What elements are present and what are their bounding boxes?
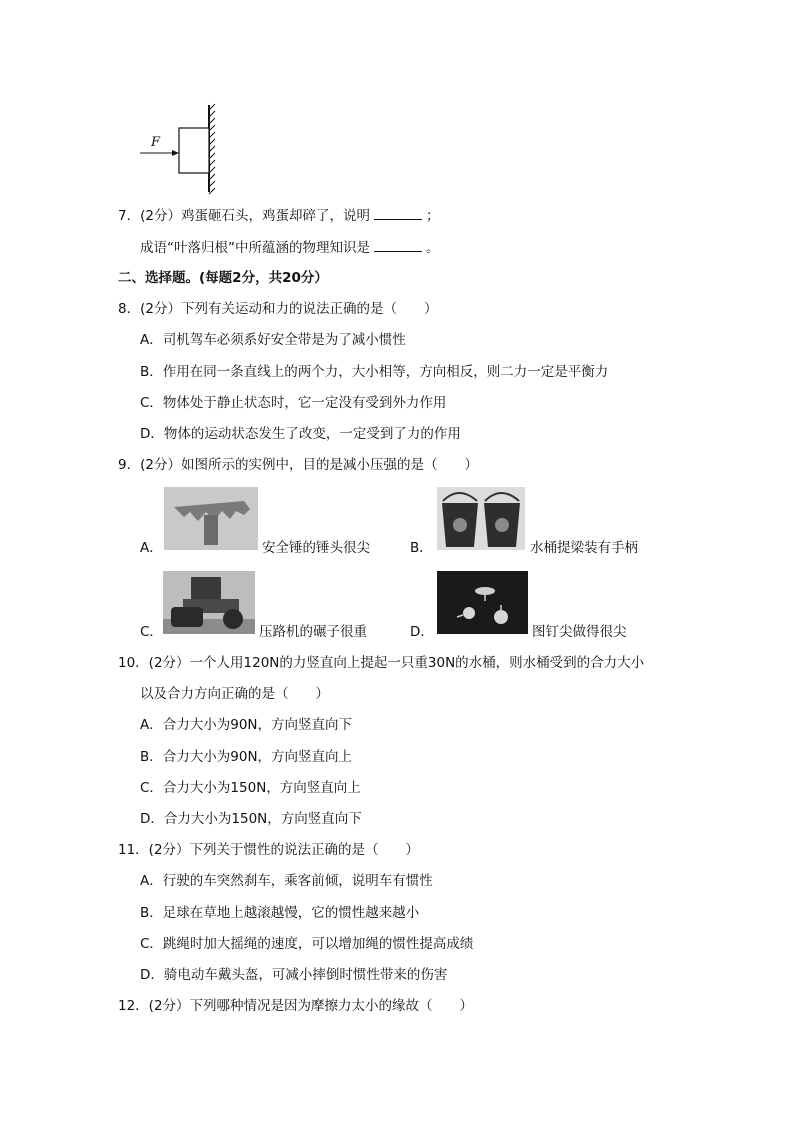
q10-option-c[interactable]: C．合力大小为150N，方向竖直向上 — [140, 780, 361, 796]
section-title: 二、选择题。(每题2分，共20分） — [118, 270, 328, 286]
force-arrow-head — [172, 150, 179, 156]
q7-blank1[interactable] — [374, 207, 422, 220]
q10-option-d[interactable]: D．合力大小为150N，方向竖直向下 — [140, 811, 362, 827]
force-label: F — [151, 135, 161, 150]
q7-text2: 成语“叶落归根”中所蕴涵的物理知识是 — [140, 240, 370, 256]
q11-option-b[interactable]: B．足球在草地上越滚越慢，它的惯性越来越小 — [140, 905, 420, 921]
q9-stem: 9．(2分）如图所示的实例中，目的是减小压强的是（ ） — [118, 457, 478, 473]
road-roller-photo — [163, 571, 255, 634]
q11-option-c[interactable]: C．跳绳时加大摇绳的速度，可以增加绳的惯性提高成绩 — [140, 936, 474, 952]
q9-option-c-letter[interactable]: C． — [140, 624, 163, 640]
q8-option-a[interactable]: A．司机驾车必须系好安全带是为了减小惯性 — [140, 332, 406, 348]
q10-stem-line1: 10．(2分）一个人用120N的力竖直向上提起一只重30N的水桶，则水桶受到的合力大小 — [118, 655, 645, 671]
q9-option-d-letter[interactable]: D． — [410, 624, 434, 640]
q11-option-d[interactable]: D．骑电动车戴头盔，可减小摔倒时惯性带来的伤害 — [140, 967, 448, 983]
q9-option-b-letter[interactable]: B． — [410, 540, 433, 556]
q8-option-c[interactable]: C．物体处于静止状态时，它一定没有受到外力作用 — [140, 395, 447, 411]
q9-option-a-letter[interactable]: A． — [140, 540, 163, 556]
q10-stem-line2: 以及合力方向正确的是（ ） — [140, 686, 329, 702]
q8-option-d[interactable]: D．物体的运动状态发生了改变，一定受到了力的作用 — [140, 426, 461, 442]
q9-option-a-caption: 安全锤的锤头很尖 — [262, 540, 370, 556]
q7-blank2[interactable] — [374, 239, 422, 252]
q12-stem: 12．(2分）下列哪种情况是因为摩擦力太小的缘故（ ） — [118, 998, 474, 1014]
block — [179, 128, 209, 173]
q7-end1: ； — [425, 208, 440, 224]
q8-stem: 8．(2分）下列有关运动和力的说法正确的是（ ） — [118, 301, 438, 317]
q8-option-b[interactable]: B．作用在同一条直线上的两个力，大小相等，方向相反，则二力一定是平衡力 — [140, 364, 609, 380]
q7-line1 — [118, 206, 439, 226]
q9-option-d-caption: 图钉尖做得很尖 — [532, 624, 627, 640]
thumbtack-photo — [437, 571, 528, 634]
q10-option-a[interactable]: A．合力大小为90N，方向竖直向下 — [140, 717, 353, 733]
q10-option-b[interactable]: B．合力大小为90N，方向竖直向上 — [140, 749, 353, 765]
force-wall-diagram — [135, 100, 225, 196]
q7-text1: 7．(2分）鸡蛋砸石头，鸡蛋却碎了，说明 — [118, 208, 370, 224]
q9-option-c-caption: 压路机的碾子很重 — [259, 624, 367, 640]
q7-line2 — [140, 238, 440, 258]
bucket-photo — [437, 487, 525, 550]
q9-option-b-caption: 水桶提梁装有手柄 — [530, 540, 638, 556]
q11-stem: 11．(2分）下列关于惯性的说法正确的是（ ） — [118, 842, 420, 858]
q11-option-a[interactable]: A．行驶的车突然刹车，乘客前倾，说明车有惯性 — [140, 873, 433, 889]
q7-end2: 。 — [426, 240, 440, 256]
safety-hammer-photo — [164, 487, 258, 550]
